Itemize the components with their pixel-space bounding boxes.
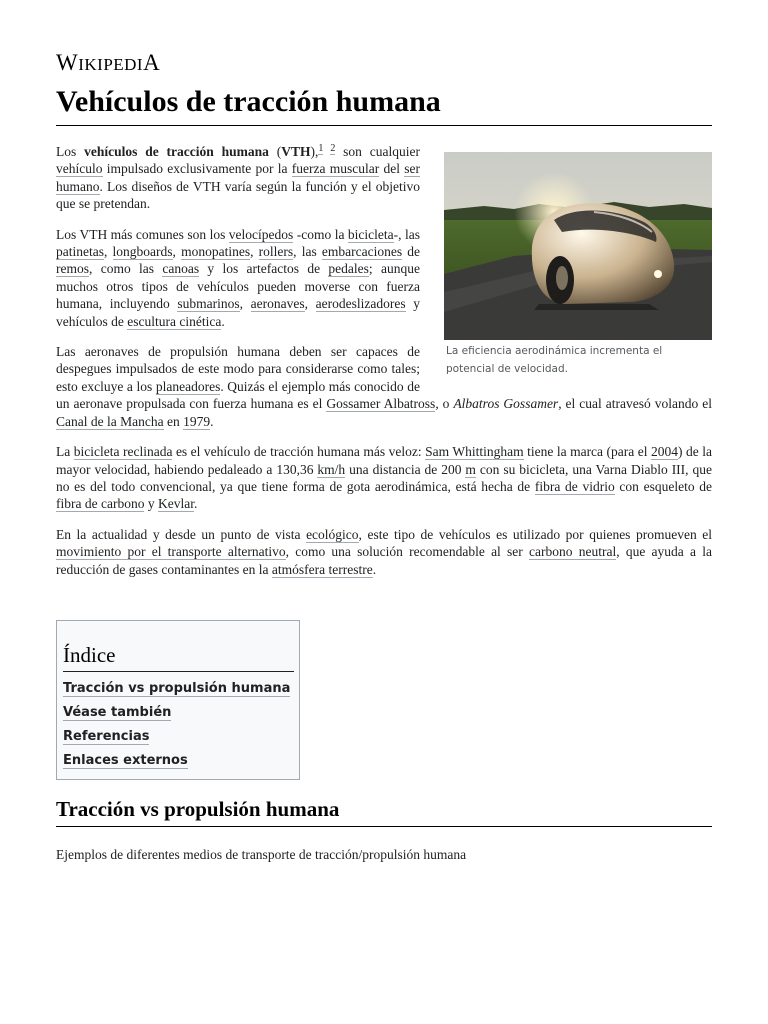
toc-item-enlaces-externos[interactable]: Enlaces externos bbox=[63, 753, 188, 768]
link[interactable]: carbono neutral bbox=[529, 544, 617, 560]
link[interactable]: aerodeslizadores bbox=[315, 296, 406, 312]
toc-item-vease-tambien[interactable]: Véase también bbox=[63, 705, 172, 720]
link[interactable]: fuerza muscular bbox=[291, 161, 380, 177]
link[interactable]: velocípedos bbox=[228, 226, 294, 242]
link[interactable]: remos bbox=[56, 261, 89, 277]
link[interactable]: monopatines bbox=[181, 244, 251, 260]
link[interactable]: escultura cinética bbox=[127, 313, 222, 329]
link[interactable]: Gossamer Albatross bbox=[326, 396, 436, 412]
link[interactable]: ser humano bbox=[56, 161, 421, 194]
link[interactable]: movimiento por el transporte alternativo bbox=[56, 544, 286, 560]
article-body bbox=[56, 143, 712, 591]
wikipedia-wordmark[interactable]: WIKIPEDIA bbox=[56, 50, 161, 75]
page-title: Vehículos de tracción humana bbox=[56, 82, 712, 126]
section-heading: Tracción vs propulsión humana bbox=[56, 797, 712, 827]
link[interactable]: aeronaves bbox=[250, 296, 305, 312]
link[interactable]: 2004 bbox=[651, 444, 679, 460]
link[interactable]: patinetas bbox=[56, 244, 104, 260]
paragraph: Los VTH más comunes son los velocípedos -como la bicicleta-, las patinetas, longboards, monopatines, rollers, las embarcaciones de remos, como las canoas y los artefactos de pedales; aunque muchos otros tipos de vehículos pueden moverse con fuerza humana, incluyendo submarinos, aeronaves, aerodeslizadores y vehículos de escultura cinética. bbox=[56, 226, 421, 329]
section-text: Ejemplos de diferentes medios de transporte de tracción/propulsión humana bbox=[56, 847, 467, 862]
velomobile-image[interactable] bbox=[444, 152, 712, 340]
link[interactable]: Sam Whittingham bbox=[425, 444, 524, 460]
link[interactable]: atmósfera terrestre bbox=[271, 561, 373, 577]
link[interactable]: fibra de carbono bbox=[56, 496, 145, 512]
link[interactable]: m bbox=[465, 461, 476, 477]
paragraph: Las aeronaves de propulsión humana deben ser capaces de despegues impulsados de este modo para considerarse como tales; esto excluye a los planeadores. Quizás el ejemplo más conocido de un aeronave propulsada con fuerza humana es el Gossamer Albatross, o Albatros Gossamer, el cual atravesó volando el Canal de la Mancha en 1979. bbox=[56, 344, 712, 429]
reference-links: 1 2 bbox=[318, 142, 336, 154]
link[interactable]: submarinos bbox=[177, 296, 240, 312]
link[interactable]: km/h bbox=[317, 461, 346, 477]
link[interactable]: planeadores bbox=[155, 378, 221, 394]
link[interactable]: bicicleta bbox=[347, 226, 394, 242]
link[interactable]: Canal de la Mancha bbox=[56, 413, 164, 429]
table-of-contents bbox=[56, 620, 300, 780]
link[interactable]: fibra de vidrio bbox=[534, 478, 615, 494]
link[interactable]: vehículo bbox=[56, 161, 103, 177]
paragraph: Los vehículos de tracción humana (VTH),$^{1 2}$ son cualquier vehículo impulsado exclusivamente por la fuerza muscular del ser humano. Los diseños de VTH varía según la función y el objetivo que se pretendan. bbox=[56, 142, 421, 212]
toc-item-referencias[interactable]: Referencias bbox=[63, 729, 150, 744]
paragraph: La bicicleta reclinada es el vehículo de tracción humana más veloz: Sam Whittingham tiene la marca (para el 2004) de la mayor velocidad, habiendo pedaleado a 130,36 km/h una distancia de 200 m con su bicicleta, una Varna Diablo III, que no es del todo convencional, ya que tiene forma de gota aerodinámica, está hecha de fibra de vidrio con esqueleto de fibra de carbono y Kevlar. bbox=[56, 444, 713, 512]
link[interactable]: bicicleta reclinada bbox=[73, 444, 173, 460]
toc-title: Índice bbox=[63, 643, 294, 672]
image-caption: La eficiencia aerodinámica incrementa el potencial de velocidad. bbox=[446, 345, 663, 375]
link[interactable]: 1979 bbox=[183, 413, 211, 429]
link[interactable]: Kevlar bbox=[157, 496, 194, 512]
link[interactable]: canoas bbox=[162, 261, 200, 277]
link[interactable]: ecológico bbox=[306, 526, 359, 542]
link[interactable]: longboards bbox=[112, 244, 173, 260]
link[interactable]: rollers bbox=[258, 244, 294, 260]
link[interactable]: embarcaciones bbox=[321, 244, 403, 260]
link[interactable]: pedales bbox=[328, 261, 369, 277]
toc-item-traccion[interactable]: Tracción vs propulsión humana bbox=[63, 681, 291, 696]
figure bbox=[444, 152, 712, 378]
paragraph: En la actualidad y desde un punto de vista ecológico, este tipo de vehículos es utilizado por quienes promueven el movimiento por el transporte alternativo, como una solución recomendable al ser carbono neutral, que ayuda a la reducción de gases contaminantes en la atmósfera terrestre. bbox=[56, 526, 712, 577]
